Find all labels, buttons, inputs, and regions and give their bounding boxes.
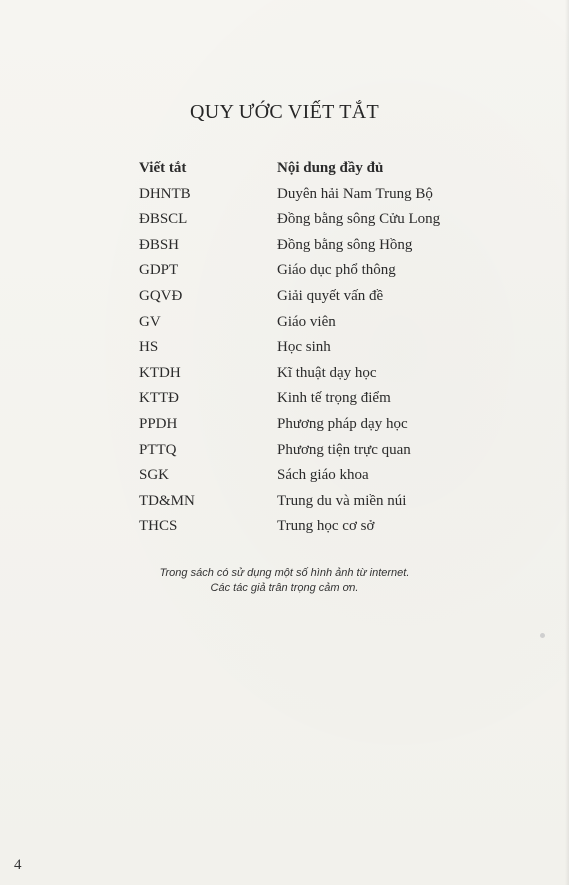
image-credit-note bbox=[0, 566, 569, 596]
abbreviation: TD&MN bbox=[139, 492, 195, 509]
full-content: Trung học cơ sở bbox=[277, 518, 375, 535]
abbreviation: ĐBSCL bbox=[139, 211, 188, 228]
full-content: Giải quyết vấn đề bbox=[277, 287, 384, 304]
full-content: Đồng bằng sông Hồng bbox=[277, 236, 413, 253]
full-content: Sách giáo khoa bbox=[277, 467, 369, 484]
abbreviation: GQVĐ bbox=[139, 287, 183, 304]
page-edge-shadow bbox=[565, 0, 569, 885]
header-full-content: Nội dung đầy đủ bbox=[277, 160, 384, 176]
full-content: Đồng bằng sông Cửu Long bbox=[277, 211, 441, 228]
abbreviation: GV bbox=[139, 313, 161, 330]
page-number: 4 bbox=[14, 857, 22, 873]
full-content: Giáo viên bbox=[277, 313, 336, 330]
abbreviation: KTDH bbox=[139, 364, 181, 381]
abbreviation: PPDH bbox=[139, 415, 178, 432]
abbreviation: HS bbox=[139, 339, 159, 356]
full-content: Phương tiện trực quan bbox=[277, 441, 411, 458]
abbreviation: KTTĐ bbox=[139, 390, 179, 407]
full-content: Trung du và miền núi bbox=[277, 492, 407, 509]
abbreviation: PTTQ bbox=[139, 441, 177, 458]
abbreviation: THCS bbox=[139, 518, 178, 535]
abbreviation: ĐBSH bbox=[139, 236, 180, 253]
note-line-1: Trong sách có sử dụng một số hình ảnh từ internet. bbox=[159, 567, 410, 579]
page-title: QUY ƯỚC VIẾT TẮT bbox=[189, 101, 380, 123]
abbreviation: GDPT bbox=[139, 262, 179, 279]
full-content: Phương pháp dạy học bbox=[277, 415, 408, 432]
abbreviation: DHNTB bbox=[139, 185, 191, 202]
full-content: Duyên hải Nam Trung Bộ bbox=[277, 185, 433, 202]
full-content: Giáo dục phổ thông bbox=[277, 262, 396, 279]
full-content: Học sinh bbox=[277, 339, 331, 356]
note-line-2: Các tác giả trân trọng cảm ơn. bbox=[210, 582, 359, 594]
bleed-through-dot bbox=[540, 633, 545, 638]
header-abbreviation: Viết tắt bbox=[139, 160, 187, 176]
full-content: Kĩ thuật dạy học bbox=[277, 364, 377, 381]
full-content: Kinh tế trọng điểm bbox=[277, 390, 391, 407]
abbreviation: SGK bbox=[139, 467, 170, 484]
